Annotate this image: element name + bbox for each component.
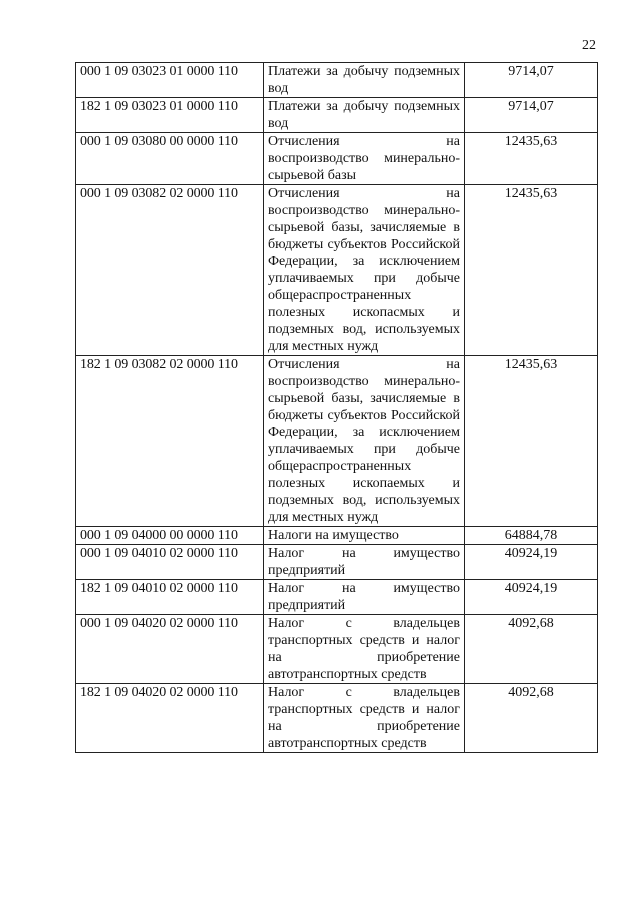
budget-code-cell: 000 1 09 04020 02 0000 110 bbox=[76, 615, 264, 684]
income-name-cell: Отчисления на воспроизводство минерально-сырьевой базы bbox=[264, 133, 465, 185]
budget-code-cell: 182 1 09 03023 01 0000 110 bbox=[76, 98, 264, 133]
table-row bbox=[76, 98, 598, 133]
income-name-cell: Налог на имущество предприятий bbox=[264, 580, 465, 615]
amount-cell: 12435,63 bbox=[465, 133, 598, 185]
table-row bbox=[76, 580, 598, 615]
income-name-cell: Налог с владельцев транспортных средств и налог на приобретение автотранспортных средств bbox=[264, 684, 465, 753]
table-row bbox=[76, 63, 598, 98]
budget-code-cell: 182 1 09 04020 02 0000 110 bbox=[76, 684, 264, 753]
amount-cell: 4092,68 bbox=[465, 684, 598, 753]
table-row bbox=[76, 684, 598, 753]
amount-cell: 40924,19 bbox=[465, 545, 598, 580]
income-name-cell: Платежи за добычу подземных вод bbox=[264, 63, 465, 98]
budget-code-cell: 000 1 09 04000 00 0000 110 bbox=[76, 527, 264, 545]
table-row bbox=[76, 527, 598, 545]
page-number: 22 bbox=[582, 38, 596, 53]
amount-cell: 4092,68 bbox=[465, 615, 598, 684]
table-row bbox=[76, 545, 598, 580]
amount-cell: 40924,19 bbox=[465, 580, 598, 615]
income-name-cell: Отчисления на воспроизводство минерально-сырьевой базы, зачисляемые в бюджеты субъектов Российской Федерации, за исключением уплачиваемых при добыче общераспространенных полезных ископаемых и подземных вод, используемых для местных нужд bbox=[264, 356, 465, 527]
table-row bbox=[76, 615, 598, 684]
budget-code-cell: 000 1 09 04010 02 0000 110 bbox=[76, 545, 264, 580]
income-name-cell: Отчисления на воспроизводство минерально-сырьевой базы, зачисляемые в бюджеты субъектов Российской Федерации, за исключением уплачиваемых при добыче общераспространенных полезных ископасмых и подземных вод, используемых для местных нужд bbox=[264, 185, 465, 356]
income-name-cell: Налоги на имущество bbox=[264, 527, 465, 545]
income-name-cell: Платежи за добычу подземных вод bbox=[264, 98, 465, 133]
amount-cell: 9714,07 bbox=[465, 98, 598, 133]
budget-code-cell: 000 1 09 03023 01 0000 110 bbox=[76, 63, 264, 98]
budget-code-cell: 000 1 09 03080 00 0000 110 bbox=[76, 133, 264, 185]
budget-table bbox=[75, 62, 598, 753]
income-name-cell: Налог с владельцев транспортных средств и налог на приобретение автотранспортных средств bbox=[264, 615, 465, 684]
amount-cell: 12435,63 bbox=[465, 356, 598, 527]
income-name-cell: Налог на имущество предприятий bbox=[264, 545, 465, 580]
budget-code-cell: 182 1 09 04010 02 0000 110 bbox=[76, 580, 264, 615]
amount-cell: 9714,07 bbox=[465, 63, 598, 98]
amount-cell: 12435,63 bbox=[465, 185, 598, 356]
budget-code-cell: 000 1 09 03082 02 0000 110 bbox=[76, 185, 264, 356]
budget-code-cell: 182 1 09 03082 02 0000 110 bbox=[76, 356, 264, 527]
amount-cell: 64884,78 bbox=[465, 527, 598, 545]
table-row bbox=[76, 356, 598, 527]
table-row bbox=[76, 185, 598, 356]
table-row bbox=[76, 133, 598, 185]
